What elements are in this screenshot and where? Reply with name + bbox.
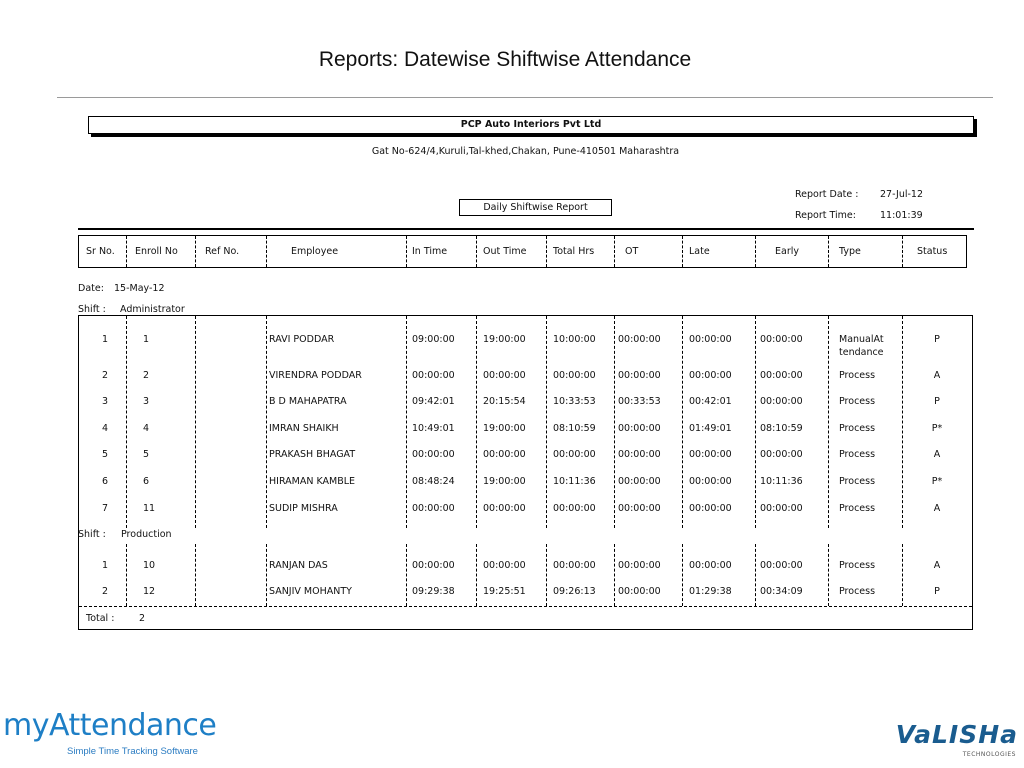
column-divider (126, 316, 127, 528)
cell-enroll: 4 (143, 423, 150, 434)
column-header-status: Status (917, 246, 948, 257)
cell-enroll: 3 (143, 396, 150, 407)
myattendance-logo (3, 708, 253, 763)
column-divider (406, 236, 407, 267)
report-time-label: Report Time: (795, 210, 856, 221)
column-divider (476, 544, 477, 606)
cell-late: 00:00:00 (689, 370, 732, 381)
column-header-type: Type (839, 246, 861, 257)
cell-early: 10:11:36 (760, 476, 803, 487)
report-date-value: 27-Jul-12 (880, 189, 924, 200)
cell-sr: 2 (101, 586, 109, 597)
cell-enroll: 11 (143, 503, 156, 514)
column-header-enroll-no: Enroll No (135, 246, 178, 257)
cell-type: Process (839, 449, 876, 460)
cell-status: P* (931, 476, 943, 487)
column-divider (546, 544, 547, 606)
cell-sr: 2 (101, 370, 109, 381)
cell-employee: SANJIV MOHANTY (269, 586, 352, 597)
column-header-sr-no: Sr No. (86, 246, 115, 257)
cell-enroll: 2 (143, 370, 150, 381)
cell-status: A (933, 370, 941, 381)
cell-ot: 00:00:00 (618, 586, 661, 597)
date-value: 15-May-12 (114, 283, 165, 294)
cell-sr: 3 (101, 396, 109, 407)
cell-early: 00:00:00 (760, 449, 803, 460)
cell-early: 00:34:09 (760, 586, 803, 597)
cell-out: 00:00:00 (483, 449, 526, 460)
cell-employee: B D MAHAPATRA (269, 396, 347, 407)
cell-out: 00:00:00 (483, 560, 526, 571)
cell-employee: HIRAMAN KAMBLE (269, 476, 356, 487)
valisha-tagline: TECHNOLOGIES (962, 751, 1016, 758)
cell-employee: SUDIP MISHRA (269, 503, 338, 514)
column-divider (682, 544, 683, 606)
column-divider (546, 316, 547, 528)
cell-late: 00:00:00 (689, 449, 732, 460)
column-divider (828, 316, 829, 528)
shift-label: Shift : (78, 529, 106, 540)
total-divider (79, 606, 972, 607)
cell-ot: 00:00:00 (618, 423, 661, 434)
column-divider (476, 316, 477, 528)
table-body (78, 315, 973, 630)
cell-in: 09:29:38 (412, 586, 455, 597)
column-divider (755, 236, 756, 267)
cell-type: Process (839, 370, 876, 381)
cell-late: 00:00:00 (689, 334, 732, 345)
cell-total: 09:26:13 (553, 586, 596, 597)
report-date-label: Report Date : (795, 189, 859, 200)
cell-late: 00:00:00 (689, 503, 732, 514)
cell-ot: 00:00:00 (618, 476, 661, 487)
cell-total: 00:00:00 (553, 370, 596, 381)
slide-title: Reports: Datewise Shiftwise Attendance (318, 48, 692, 71)
cell-late: 01:29:38 (689, 586, 732, 597)
column-divider (755, 544, 756, 606)
column-header-ref-no: Ref No. (205, 246, 240, 257)
cell-early: 00:00:00 (760, 396, 803, 407)
cell-early: 00:00:00 (760, 334, 803, 345)
cell-early: 00:00:00 (760, 503, 803, 514)
cell-total: 00:00:00 (553, 503, 596, 514)
cell-early: 08:10:59 (760, 423, 803, 434)
cell-in: 09:42:01 (412, 396, 455, 407)
date-label: Date: (78, 283, 104, 294)
table-header (78, 235, 967, 268)
cell-out: 19:25:51 (483, 586, 526, 597)
cell-ot: 00:00:00 (618, 503, 661, 514)
cell-ot: 00:00:00 (618, 334, 661, 345)
cell-status: P (934, 334, 940, 345)
column-divider (195, 544, 196, 606)
cell-sr: 4 (101, 423, 109, 434)
cell-employee: PRAKASH BHAGAT (269, 449, 356, 460)
cell-out: 00:00:00 (483, 503, 526, 514)
cell-in: 09:00:00 (412, 334, 455, 345)
total-label: Total : (86, 613, 115, 624)
cell-employee: RAVI PODDAR (269, 334, 335, 345)
cell-late: 00:00:00 (689, 560, 732, 571)
cell-enroll: 1 (143, 334, 150, 345)
column-divider (266, 544, 267, 606)
cell-enroll: 12 (143, 586, 156, 597)
cell-total: 08:10:59 (553, 423, 596, 434)
attendance-report (58, 99, 993, 639)
cell-in: 08:48:24 (412, 476, 455, 487)
cell-status: A (933, 560, 941, 571)
cell-type: Process (839, 560, 876, 571)
column-divider (546, 236, 547, 267)
cell-late: 00:42:01 (689, 396, 732, 407)
shift-name: Administrator (120, 304, 185, 315)
column-divider (614, 236, 615, 267)
column-divider (755, 316, 756, 528)
cell-total: 10:33:53 (553, 396, 596, 407)
column-divider (682, 316, 683, 528)
cell-in: 00:00:00 (412, 560, 455, 571)
cell-sr: 1 (101, 560, 109, 571)
column-divider (614, 316, 615, 528)
column-header-total-hrs: Total Hrs (553, 246, 595, 257)
cell-ot: 00:33:53 (618, 396, 661, 407)
cell-enroll: 10 (143, 560, 156, 571)
cell-in: 00:00:00 (412, 370, 455, 381)
cell-sr: 1 (101, 334, 109, 345)
header-divider (78, 228, 974, 230)
cell-total: 00:00:00 (553, 560, 596, 571)
report-title: Daily Shiftwise Report (459, 199, 612, 216)
report-time-value: 11:01:39 (880, 210, 923, 221)
cell-status: P (934, 396, 940, 407)
cell-out: 19:00:00 (483, 423, 526, 434)
column-divider (266, 236, 267, 267)
column-divider (126, 236, 127, 267)
cell-total: 00:00:00 (553, 449, 596, 460)
cell-late: 00:00:00 (689, 476, 732, 487)
column-divider (195, 316, 196, 528)
column-header-early: Early (775, 246, 799, 257)
column-header-employee: Employee (291, 246, 339, 257)
cell-total: 10:00:00 (553, 334, 596, 345)
company-name: PCP Auto Interiors Pvt Ltd (88, 116, 974, 134)
cell-ot: 00:00:00 (618, 370, 661, 381)
column-divider (406, 544, 407, 606)
myattendance-logo-text: myAttendance (3, 708, 217, 743)
cell-total: 10:11:36 (553, 476, 596, 487)
column-divider (682, 236, 683, 267)
column-divider (266, 316, 267, 528)
cell-in: 00:00:00 (412, 449, 455, 460)
cell-sr: 6 (101, 476, 109, 487)
column-divider (902, 544, 903, 606)
column-divider (406, 316, 407, 528)
column-divider (902, 236, 903, 267)
cell-ot: 00:00:00 (618, 449, 661, 460)
myattendance-tagline: Simple Time Tracking Software (67, 746, 198, 757)
cell-type: Process (839, 396, 876, 407)
column-divider (195, 236, 196, 267)
cell-status: A (933, 449, 941, 460)
cell-status: P (934, 586, 940, 597)
cell-employee: VIRENDRA PODDAR (269, 370, 362, 381)
cell-out: 19:00:00 (483, 334, 526, 345)
cell-enroll: 6 (143, 476, 150, 487)
title-divider (57, 97, 993, 98)
column-header-ot: OT (625, 246, 639, 257)
cell-type: Process (839, 503, 876, 514)
cell-sr: 7 (101, 503, 109, 514)
company-address: Gat No-624/4,Kuruli,Tal-khed,Chakan, Pune-410501 Maharashtra (371, 146, 680, 157)
cell-late: 01:49:01 (689, 423, 732, 434)
cell-out: 19:00:00 (483, 476, 526, 487)
cell-type-continued: tendance (839, 347, 884, 358)
cell-type: Process (839, 586, 876, 597)
cell-employee: IMRAN SHAIKH (269, 423, 339, 434)
cell-employee: RANJAN DAS (269, 560, 328, 571)
column-divider (126, 544, 127, 606)
column-divider (828, 236, 829, 267)
cell-early: 00:00:00 (760, 370, 803, 381)
cell-early: 00:00:00 (760, 560, 803, 571)
cell-status: P* (931, 423, 943, 434)
column-divider (828, 544, 829, 606)
column-header-late: Late (689, 246, 710, 257)
cell-sr: 5 (101, 449, 109, 460)
cell-status: A (933, 503, 941, 514)
cell-in: 00:00:00 (412, 503, 455, 514)
shift-label: Shift : (78, 304, 106, 315)
shift-name: Production (121, 529, 172, 540)
valisha-logo (868, 720, 1020, 765)
cell-out: 00:00:00 (483, 370, 526, 381)
cell-out: 20:15:54 (483, 396, 526, 407)
column-header-in-time: In Time (412, 246, 448, 257)
valisha-logo-text: VaLISHa (895, 720, 1018, 749)
cell-ot: 00:00:00 (618, 560, 661, 571)
column-header-out-time: Out Time (483, 246, 527, 257)
column-divider (476, 236, 477, 267)
cell-type: Process (839, 423, 876, 434)
total-value: 2 (139, 613, 146, 624)
column-divider (614, 544, 615, 606)
column-divider (902, 316, 903, 528)
cell-type: ManualAt (839, 334, 884, 345)
cell-type: Process (839, 476, 876, 487)
cell-in: 10:49:01 (412, 423, 455, 434)
cell-enroll: 5 (143, 449, 150, 460)
